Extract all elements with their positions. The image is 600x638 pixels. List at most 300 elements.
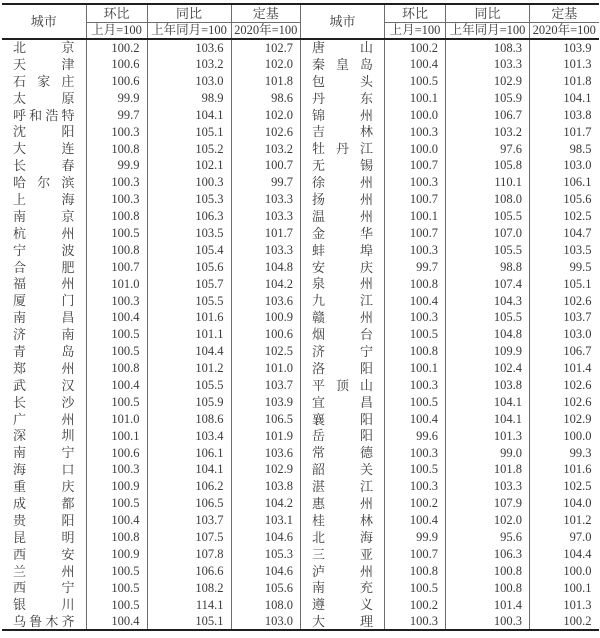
city-name-text: 泸 州 bbox=[312, 563, 373, 579]
mom-index-value: 100.3 bbox=[86, 123, 147, 140]
fixed-base-index-value: 103.9 bbox=[563, 40, 592, 55]
table-row bbox=[2, 275, 300, 292]
table-row bbox=[301, 596, 599, 613]
city-name-text: 长 沙 bbox=[13, 394, 75, 410]
mom-index-value: 100.5 bbox=[86, 343, 147, 360]
city-name bbox=[301, 259, 385, 276]
table-row bbox=[2, 461, 300, 478]
city-name-text: 洛 阳 bbox=[312, 360, 373, 376]
city-name-text: 九 江 bbox=[312, 293, 373, 309]
city-name bbox=[2, 73, 86, 90]
city-name bbox=[301, 225, 385, 242]
city-name bbox=[301, 427, 385, 444]
mom-index-value: 100.8 bbox=[86, 529, 147, 546]
table-row bbox=[301, 529, 599, 546]
fixed-base-index-value: 103.5 bbox=[563, 242, 592, 257]
table-row bbox=[301, 107, 599, 124]
city-name bbox=[2, 275, 86, 292]
city-name bbox=[301, 157, 385, 174]
mom-index-value: 100.5 bbox=[385, 394, 446, 411]
fixed-base-index-value: 101.3 bbox=[563, 597, 592, 612]
city-name bbox=[2, 563, 86, 580]
city-name bbox=[2, 377, 86, 394]
yoy-index-value: 106.7 bbox=[446, 107, 530, 124]
city-name-text: 海 口 bbox=[13, 462, 75, 478]
table-row bbox=[2, 140, 300, 157]
fixed-base-index-value: 108.0 bbox=[264, 597, 293, 612]
city-name bbox=[2, 259, 86, 276]
city-name bbox=[301, 563, 385, 580]
fixed-base-index-value: 101.9 bbox=[264, 428, 293, 443]
yoy-index-value: 105.9 bbox=[147, 394, 231, 411]
city-name bbox=[301, 292, 385, 309]
table-row bbox=[301, 613, 599, 630]
city-name-text: 大 理 bbox=[312, 613, 373, 629]
city-name bbox=[301, 394, 385, 411]
mom-index-value: 100.9 bbox=[86, 478, 147, 495]
yoy-index-value: 106.5 bbox=[147, 495, 231, 512]
yoy-index-value: 103.4 bbox=[147, 427, 231, 444]
mom-index-value: 100.5 bbox=[86, 580, 147, 597]
city-name bbox=[301, 39, 385, 56]
city-name bbox=[301, 512, 385, 529]
yoy-index-value: 108.6 bbox=[147, 411, 231, 428]
city-name-text: 西 宁 bbox=[13, 580, 75, 596]
city-name bbox=[2, 56, 86, 73]
city-name-text: 秦 皇 岛 bbox=[312, 56, 373, 72]
table-row bbox=[2, 292, 300, 309]
city-name bbox=[301, 107, 385, 124]
yoy-index-value: 106.3 bbox=[147, 208, 231, 225]
city-name bbox=[2, 478, 86, 495]
yoy-index-value: 102.1 bbox=[147, 157, 231, 174]
city-name-text: 南 充 bbox=[312, 580, 373, 596]
table-row bbox=[2, 39, 300, 56]
city-name-text: 宜 昌 bbox=[312, 394, 373, 410]
fixed-base-index-value: 100.1 bbox=[563, 580, 592, 595]
header-city: 城市 bbox=[301, 4, 385, 39]
table-row bbox=[2, 225, 300, 242]
mom-index-value: 100.0 bbox=[385, 140, 446, 157]
city-name bbox=[2, 157, 86, 174]
city-name-text: 牡 丹 江 bbox=[312, 141, 373, 157]
city-name-text: 济 南 bbox=[13, 327, 75, 343]
fixed-base-index-value: 98.6 bbox=[271, 90, 293, 105]
fixed-base-index-value: 101.8 bbox=[563, 73, 592, 88]
price-index-tables bbox=[2, 3, 598, 631]
city-name-text: 厦 门 bbox=[13, 293, 75, 309]
table-row bbox=[2, 309, 300, 326]
mom-index-value: 100.4 bbox=[86, 309, 147, 326]
city-name-text: 郑 州 bbox=[13, 360, 75, 376]
city-name-text: 贵 阳 bbox=[13, 512, 75, 528]
yoy-index-value: 106.3 bbox=[446, 546, 530, 563]
table-header bbox=[2, 4, 300, 39]
fixed-base-index-value: 104.4 bbox=[563, 546, 592, 561]
fixed-base-index-value: 103.7 bbox=[563, 310, 592, 325]
table-row bbox=[301, 242, 599, 259]
yoy-index-value: 105.2 bbox=[147, 140, 231, 157]
yoy-index-value: 98.9 bbox=[147, 90, 231, 107]
city-name bbox=[2, 309, 86, 326]
yoy-index-value: 104.3 bbox=[446, 292, 530, 309]
header-mom-index: 环比 bbox=[385, 4, 446, 22]
city-name bbox=[2, 242, 86, 259]
city-name bbox=[301, 174, 385, 191]
fixed-base-index-value: 101.7 bbox=[264, 225, 293, 240]
mom-index-value: 100.3 bbox=[385, 478, 446, 495]
table-row bbox=[2, 512, 300, 529]
city-name bbox=[2, 174, 86, 191]
table-row bbox=[2, 427, 300, 444]
fixed-base-index-value: 101.4 bbox=[563, 361, 592, 376]
city-name bbox=[2, 394, 86, 411]
city-name-text: 岳 阳 bbox=[312, 428, 373, 444]
yoy-index-value: 95.6 bbox=[446, 529, 530, 546]
yoy-index-value: 105.9 bbox=[446, 90, 530, 107]
city-name-text: 济 宁 bbox=[312, 343, 373, 359]
table-row bbox=[301, 394, 599, 411]
city-name bbox=[2, 444, 86, 461]
table-row bbox=[301, 427, 599, 444]
mom-index-value: 100.4 bbox=[86, 613, 147, 630]
fixed-base-index-value: 98.5 bbox=[569, 141, 592, 156]
city-name bbox=[2, 343, 86, 360]
header-yoy-base: 上年同月=100 bbox=[147, 22, 231, 39]
header-yoy-base: 上年同月=100 bbox=[446, 22, 530, 39]
city-name bbox=[2, 360, 86, 377]
city-name-text: 福 州 bbox=[13, 276, 75, 292]
yoy-index-value: 114.1 bbox=[147, 596, 231, 613]
city-name-text: 重 庆 bbox=[13, 479, 75, 495]
city-name bbox=[301, 123, 385, 140]
city-name bbox=[2, 208, 86, 225]
mom-index-value: 100.1 bbox=[385, 90, 446, 107]
mom-index-value: 101.0 bbox=[86, 411, 147, 428]
city-name-text: 三 亚 bbox=[312, 546, 373, 562]
table-row bbox=[301, 563, 599, 580]
mom-index-value: 99.9 bbox=[385, 529, 446, 546]
table-row bbox=[301, 546, 599, 563]
table-row bbox=[301, 360, 599, 377]
table-row bbox=[2, 157, 300, 174]
yoy-index-value: 107.4 bbox=[446, 275, 530, 292]
city-name bbox=[2, 123, 86, 140]
mom-index-value: 100.3 bbox=[86, 292, 147, 309]
fixed-base-index-value: 103.6 bbox=[264, 445, 293, 460]
city-name-text: 惠 州 bbox=[312, 495, 373, 511]
mom-index-value: 100.8 bbox=[86, 208, 147, 225]
mom-index-value: 100.4 bbox=[86, 377, 147, 394]
yoy-index-value: 103.8 bbox=[446, 377, 530, 394]
table-row bbox=[2, 377, 300, 394]
header-yoy-index: 同比 bbox=[446, 4, 530, 22]
header-city: 城市 bbox=[2, 4, 86, 39]
fixed-base-index-value: 101.7 bbox=[563, 124, 592, 139]
mom-index-value: 100.7 bbox=[86, 259, 147, 276]
yoy-index-value: 101.8 bbox=[446, 461, 530, 478]
header-fixed-base-index: 定基 bbox=[231, 4, 300, 22]
yoy-index-value: 104.8 bbox=[446, 326, 530, 343]
city-name bbox=[301, 529, 385, 546]
table-row bbox=[301, 444, 599, 461]
city-name-text: 赣 州 bbox=[312, 310, 373, 326]
mom-index-value: 100.5 bbox=[86, 596, 147, 613]
mom-index-value: 99.7 bbox=[385, 259, 446, 276]
yoy-index-value: 104.1 bbox=[147, 461, 231, 478]
header-fixed-base-index: 定基 bbox=[530, 4, 599, 22]
table-row bbox=[301, 225, 599, 242]
yoy-index-value: 103.3 bbox=[446, 56, 530, 73]
table-row bbox=[2, 107, 300, 124]
yoy-index-value: 102.4 bbox=[446, 360, 530, 377]
city-name bbox=[301, 140, 385, 157]
fixed-base-index-value: 102.6 bbox=[563, 378, 592, 392]
table-row bbox=[301, 157, 599, 174]
fixed-base-index-value: 106.5 bbox=[264, 411, 293, 426]
table-row bbox=[2, 191, 300, 208]
city-name-text: 银 川 bbox=[13, 597, 75, 613]
city-name bbox=[2, 546, 86, 563]
yoy-index-value: 105.3 bbox=[147, 191, 231, 208]
fixed-base-index-value: 101.8 bbox=[264, 73, 293, 88]
fixed-base-index-value: 104.2 bbox=[264, 276, 293, 291]
mom-index-value: 100.3 bbox=[385, 377, 446, 394]
mom-index-value: 100.8 bbox=[86, 360, 147, 377]
city-name bbox=[301, 495, 385, 512]
yoy-index-value: 108.3 bbox=[446, 39, 530, 56]
yoy-index-value: 105.5 bbox=[147, 377, 231, 394]
fixed-base-index-value: 100.9 bbox=[264, 310, 293, 325]
city-name bbox=[301, 73, 385, 90]
city-name-text: 合 肥 bbox=[13, 259, 75, 275]
city-name-text: 金 华 bbox=[312, 225, 373, 241]
yoy-index-value: 108.0 bbox=[446, 191, 530, 208]
fixed-base-index-value: 103.0 bbox=[563, 158, 592, 173]
city-name-text: 哈 尔 滨 bbox=[13, 175, 75, 191]
mom-index-value: 100.2 bbox=[385, 596, 446, 613]
table-row bbox=[2, 546, 300, 563]
yoy-index-value: 101.1 bbox=[147, 326, 231, 343]
fixed-base-index-value: 103.3 bbox=[264, 209, 293, 224]
mom-index-value: 100.3 bbox=[385, 309, 446, 326]
yoy-index-value: 97.6 bbox=[446, 140, 530, 157]
city-name bbox=[301, 613, 385, 630]
city-name-text: 扬 州 bbox=[312, 191, 373, 207]
yoy-index-value: 108.2 bbox=[147, 580, 231, 597]
fixed-base-index-value: 106.7 bbox=[563, 344, 592, 359]
table-row bbox=[2, 529, 300, 546]
city-name bbox=[2, 580, 86, 597]
header-yoy-index: 同比 bbox=[147, 4, 231, 22]
city-name bbox=[2, 140, 86, 157]
mom-index-value: 99.9 bbox=[86, 157, 147, 174]
city-name-text: 无 锡 bbox=[312, 158, 373, 174]
city-name-text: 兰 州 bbox=[13, 563, 75, 579]
fixed-base-index-value: 102.6 bbox=[264, 124, 293, 139]
city-name bbox=[301, 275, 385, 292]
city-name bbox=[2, 495, 86, 512]
fixed-base-index-value: 105.3 bbox=[264, 546, 293, 561]
fixed-base-index-value: 103.3 bbox=[264, 192, 293, 207]
yoy-index-value: 98.8 bbox=[446, 259, 530, 276]
yoy-index-value: 104.1 bbox=[147, 107, 231, 124]
city-name bbox=[301, 411, 385, 428]
city-name-text: 深 圳 bbox=[13, 428, 75, 444]
table-row bbox=[2, 174, 300, 191]
yoy-index-value: 104.1 bbox=[446, 411, 530, 428]
table-row bbox=[301, 123, 599, 140]
table-row bbox=[301, 461, 599, 478]
city-name-text: 宁 波 bbox=[13, 242, 75, 258]
table-row bbox=[2, 478, 300, 495]
fixed-base-index-value: 103.9 bbox=[264, 394, 293, 409]
yoy-index-value: 103.2 bbox=[446, 123, 530, 140]
yoy-index-value: 105.6 bbox=[147, 259, 231, 276]
fixed-base-index-value: 102.6 bbox=[563, 394, 592, 409]
mom-index-value: 100.8 bbox=[385, 343, 446, 360]
mom-index-value: 100.6 bbox=[86, 444, 147, 461]
city-name-text: 天 津 bbox=[13, 56, 75, 72]
city-name-text: 上 海 bbox=[13, 191, 75, 207]
yoy-index-value: 100.3 bbox=[446, 613, 530, 630]
yoy-index-value: 105.8 bbox=[446, 157, 530, 174]
fixed-base-index-value: 103.6 bbox=[264, 293, 293, 308]
fixed-base-index-value: 100.2 bbox=[563, 613, 592, 628]
table-header bbox=[301, 4, 599, 39]
table-row bbox=[2, 360, 300, 377]
yoy-index-value: 107.8 bbox=[147, 546, 231, 563]
fixed-base-index-value: 104.0 bbox=[563, 496, 592, 511]
yoy-index-value: 106.2 bbox=[147, 478, 231, 495]
city-name-text: 呼 和 浩 特 bbox=[13, 107, 75, 123]
table-row bbox=[301, 292, 599, 309]
mom-index-value: 100.8 bbox=[385, 275, 446, 292]
city-name-text: 南 宁 bbox=[13, 445, 75, 461]
fixed-base-index-value: 102.0 bbox=[264, 107, 293, 122]
table-row bbox=[2, 326, 300, 343]
table-row bbox=[301, 208, 599, 225]
city-name-text: 遵 义 bbox=[312, 597, 373, 613]
yoy-index-value: 103.2 bbox=[147, 56, 231, 73]
mom-index-value: 100.3 bbox=[385, 444, 446, 461]
mom-index-value: 100.3 bbox=[385, 242, 446, 259]
mom-index-value: 100.5 bbox=[86, 495, 147, 512]
mom-index-value: 100.5 bbox=[86, 563, 147, 580]
mom-index-value: 100.0 bbox=[385, 107, 446, 124]
city-name-text: 吉 林 bbox=[312, 124, 373, 140]
table-row bbox=[2, 343, 300, 360]
mom-index-value: 100.3 bbox=[86, 461, 147, 478]
table-row bbox=[2, 411, 300, 428]
mom-index-value: 100.4 bbox=[385, 292, 446, 309]
table-row bbox=[301, 495, 599, 512]
city-name-text: 北 京 bbox=[13, 40, 75, 56]
mom-index-value: 100.5 bbox=[86, 394, 147, 411]
mom-index-value: 100.7 bbox=[385, 225, 446, 242]
yoy-index-value: 103.3 bbox=[446, 478, 530, 495]
table-row bbox=[301, 512, 599, 529]
city-name-text: 桂 林 bbox=[312, 512, 373, 528]
fixed-base-index-value: 101.2 bbox=[563, 513, 592, 528]
city-name bbox=[301, 546, 385, 563]
yoy-index-value: 105.1 bbox=[147, 123, 231, 140]
yoy-index-value: 105.5 bbox=[446, 208, 530, 225]
fixed-base-index-value: 103.1 bbox=[264, 513, 293, 528]
city-name-text: 平 顶 山 bbox=[312, 377, 373, 393]
mom-index-value: 100.8 bbox=[385, 563, 446, 580]
table-row bbox=[301, 56, 599, 73]
fixed-base-index-value: 104.8 bbox=[264, 259, 293, 274]
city-name-text: 包 头 bbox=[312, 73, 373, 89]
yoy-index-value: 102.9 bbox=[446, 73, 530, 90]
mom-index-value: 99.6 bbox=[385, 427, 446, 444]
yoy-index-value: 101.4 bbox=[446, 596, 530, 613]
mom-index-value: 100.3 bbox=[86, 174, 147, 191]
city-name-text: 昆 明 bbox=[13, 529, 75, 545]
city-name bbox=[2, 512, 86, 529]
table-row bbox=[2, 613, 300, 630]
city-name bbox=[2, 107, 86, 124]
header-mom-base: 上月=100 bbox=[385, 22, 446, 39]
yoy-index-value: 101.3 bbox=[446, 427, 530, 444]
mom-index-value: 100.4 bbox=[86, 512, 147, 529]
yoy-index-value: 105.7 bbox=[147, 275, 231, 292]
city-name bbox=[301, 208, 385, 225]
fixed-base-index-value: 102.5 bbox=[563, 209, 592, 224]
yoy-index-value: 100.3 bbox=[147, 174, 231, 191]
city-name-text: 襄 阳 bbox=[312, 411, 373, 427]
fixed-base-index-value: 102.0 bbox=[264, 57, 293, 72]
table-row bbox=[2, 596, 300, 613]
fixed-base-index-value: 100.0 bbox=[563, 428, 592, 443]
mom-index-value: 100.1 bbox=[385, 208, 446, 225]
fixed-base-index-value: 104.2 bbox=[264, 496, 293, 511]
yoy-index-value: 110.1 bbox=[446, 174, 530, 191]
table-row bbox=[301, 411, 599, 428]
table-row bbox=[2, 242, 300, 259]
fixed-base-index-value: 101.6 bbox=[563, 462, 592, 477]
mom-index-value: 100.4 bbox=[385, 411, 446, 428]
table-row bbox=[2, 444, 300, 461]
city-name-text: 蚌 埠 bbox=[312, 242, 373, 258]
yoy-index-value: 100.8 bbox=[446, 580, 530, 597]
city-name bbox=[301, 461, 385, 478]
city-name-text: 广 州 bbox=[13, 411, 75, 427]
city-name bbox=[2, 411, 86, 428]
table-row bbox=[2, 495, 300, 512]
fixed-base-index-value: 103.7 bbox=[264, 378, 293, 392]
city-name-text: 石 家 庄 bbox=[13, 73, 75, 89]
mom-index-value: 100.1 bbox=[86, 427, 147, 444]
city-name bbox=[301, 343, 385, 360]
table-row bbox=[2, 580, 300, 597]
city-name-text: 南 昌 bbox=[13, 310, 75, 326]
fixed-base-index-value: 97.0 bbox=[569, 530, 592, 545]
city-name-text: 烟 台 bbox=[312, 327, 373, 343]
yoy-index-value: 104.1 bbox=[446, 394, 530, 411]
yoy-index-value: 107.5 bbox=[147, 529, 231, 546]
header-fixed-base-base: 2020年=100 bbox=[530, 22, 599, 39]
mom-index-value: 100.8 bbox=[86, 242, 147, 259]
mom-index-value: 100.4 bbox=[385, 512, 446, 529]
city-name bbox=[2, 613, 86, 630]
yoy-index-value: 107.9 bbox=[446, 495, 530, 512]
table-row bbox=[301, 73, 599, 90]
yoy-index-value: 109.9 bbox=[446, 343, 530, 360]
city-name-text: 西 安 bbox=[13, 546, 75, 562]
yoy-index-value: 105.5 bbox=[446, 242, 530, 259]
